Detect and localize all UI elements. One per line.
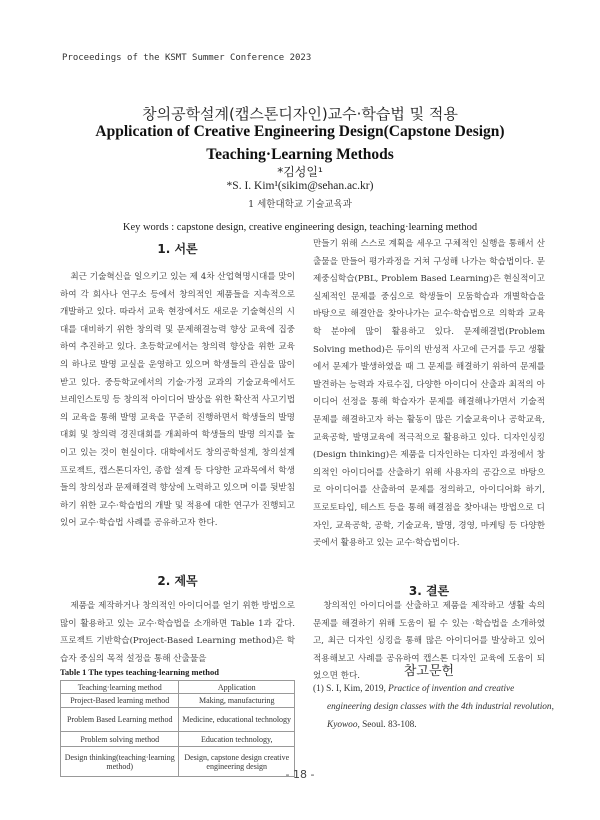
table-row	[61, 732, 295, 747]
title-korean: 창의공학설계(캡스톤디자인)교수·학습법 및 적용	[142, 105, 458, 123]
section-conclusion-body: 창의적인 아이디어를 산출하고 제품을 제작하고 생활 속의 문제를 해결하기 위해 도움이 될 수 있는 ·학습법을 소개하였고, 최근 디자인 싱킹을 통해 많은 아이디어를 발상하고 있어 적용해보고 사례를 공유하여 캡스톤 디자인 교육에 도움이 되었으면 한다.	[313, 601, 545, 682]
title-english-line1: Application of Creative Engineering Design(Capstone Design)	[95, 123, 505, 140]
table-cell: Problem Based Learning method	[61, 708, 179, 732]
table-header-cell: Teaching·learning method	[61, 681, 179, 694]
table-row	[61, 694, 295, 708]
table-cell: Making, manufacturing	[179, 694, 295, 708]
reference-prefix: (1) S. I, Kim, 2019,	[313, 684, 389, 694]
table-cell: Project-Based learning method	[61, 694, 179, 708]
table1	[60, 680, 295, 777]
table-cell: Design, capstone design creative engineering design	[179, 747, 295, 777]
table-cell: Problem solving method	[61, 732, 179, 747]
table-cell: Education technology,	[179, 732, 295, 747]
section-2-body: 제품을 제작하거나 창의적인 아이디어를 얻기 위한 방법으로 많이 활용하고 있는 교수·학습법을 소개하면 Table 1과 같다. 프로젝트 기반학습(Project-Based Learning method)은 학습자 중심의 목적 설정을 통해 산출물을	[60, 601, 295, 664]
table-header-cell: Application	[179, 681, 295, 694]
table-cell: Medicine, educational technology	[179, 708, 295, 732]
table1-caption: Table 1 The types teaching·learning method	[60, 667, 219, 677]
reference-suffix: , Seoul. 83-108.	[357, 720, 417, 730]
section-intro-heading: 1. 서론	[157, 242, 198, 256]
table-row	[61, 708, 295, 732]
section-2-body-continued: 만들기 위해 스스로 계획을 세우고 구체적인 실행을 통해서 산출물을 만들어 평가과정을 거쳐 구성해 나가는 학습법이다. 문제중심학습(PBL, Problem Based Learning)은 현실적이고 실제적인 문제를 중심으로 학생들이 모둠학습과 개별학습을 바탕으로 해결안을 찾아나가는 교수·학습법으로 의학과 교육학 분야에 많이 활용하고 있다. 문제해결법(Problem Solving method)은 듀이의 반성적 사고에 근거를 두고 생활에서 문제가 발생하였을 때 그 문제를 해결하기 위하여 문제를 발견하는 능력과 자료수집, 다양한 아이디어 산출과 최적의 아이디어 선정을 통해 학습자가 문제를 해결해나가면서 기술적 문제를 해결하고자 하는 활동이 많은 기술교육이나 공학교육, 교육공학, 발명교육에 적극적으로 활용하고 있다. 디자인싱킹(Design thinking)은 제품을 디자인하는 디자인 과정에서 창의적인 아이디어를 산출하기 위해 사용자의 공감으로 바탕으로 아이디어를 산출하여 문제를 정의하고, 아이디어화 하기, 프로토타입, 테스트 등을 통해 해결점을 찾아내는 방법으로 디자인, 교육공학, 공학, 기술교육, 발명, 경영, 마케팅 등 다양한 곳에서 활용하고 있는 교수·학습법이다.	[313, 239, 545, 549]
title-english-line2: Teaching·Learning Methods	[206, 146, 394, 163]
page-number: - 18 -	[285, 768, 315, 781]
author-korean: *김성일¹	[277, 165, 323, 179]
reference-title: Practice of invention and creative engineering design classes with the 4th industrial revolution, Kyowoo	[327, 684, 554, 730]
proceedings-header: Proceedings of the KSMT Summer Conference 2023	[62, 53, 312, 63]
section-intro-body: 최근 기술혁신을 일으키고 있는 제 4차 산업혁명시대를 맞이하여 각 회사나 연구소 등에서 창의적인 제품들을 지속적으로 개발하고 있다. 따라서 교육 현장에서도 새로운 기술혁신의 시대를 대비하기 위한 창의력 및 문제해결능력 향상 교육에 집중하여 추진하고 있다. 초등학교에서는 창의력 향상을 위한 교육의 하나로 발명 교실을 운영하고 있으며 학생들의 관심을 많이 받고 있다. 중등학교에서의 기술·가정 교과의 기술교육에서도 브레인스토밍 등 창의적 아이디어 발상을 위한 확산적 사고기법의 교육을 통해 발명 교육을 꾸준히 진행하면서 학생들의 발명 대회 및 창의력 경진대회를 개최하여 학생들의 발명 의지를 높이고 있는 것이 현실이다. 대학에서도 창의공학설계, 창의설계 프로젝트, 캡스톤디자인, 종합 설계 등 다양한 교과목에서 학생들의 창의성과 문제해결력 향상에 노력하고 있으며 이를 뒷받침하기 위한 교수·학습법의 개발 및 적용에 대한 연구가 진행되고 있어 교수·학습법 사례를 공유하고자 한다.	[60, 272, 295, 529]
section-2-heading: 2. 제목	[157, 574, 198, 588]
author-english: *S. I. Kim¹(sikim@sehan.ac.kr)	[226, 180, 374, 192]
reference-item	[313, 680, 559, 734]
keywords: Key words : capstone design, creative engineering design, teaching·learning method	[122, 222, 478, 233]
references-heading: 참고문헌	[403, 664, 455, 679]
table-cell: Design thinking(teaching·learning method)	[61, 747, 179, 777]
affiliation: 1 세한대학교 기술교육과	[248, 199, 352, 210]
section-conclusion-heading: 3. 결론	[408, 584, 450, 598]
